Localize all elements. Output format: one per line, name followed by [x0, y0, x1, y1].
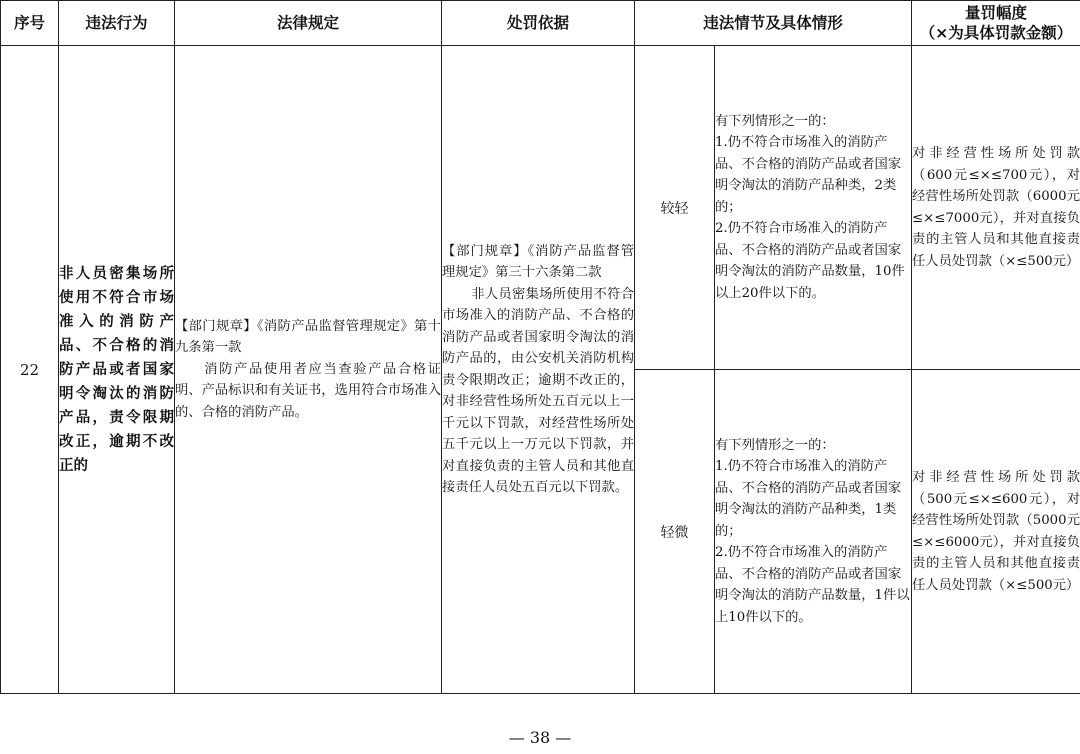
level-label-2: 轻微 — [635, 370, 715, 694]
header-act: 违法行为 — [59, 1, 175, 46]
amount-2: 对非经营性场所处罚款（500元≤×≤600元），对经营性场所处罚款（5000元≤×≤6000元），并对直接负责的主管人员和其他直接责任人员处罚款（×≤500元） — [912, 370, 1080, 694]
header-law: 法律规定 — [175, 1, 442, 46]
law-title: 【部门规章】《消防产品监督管理规定》第十九条第一款 — [175, 318, 441, 356]
basis-body: 非人员密集场所使用不符合市场准入的消防产品、不合格的消防产品或者国家明令淘汰的消防产品的，由公安机关消防机构责令限期改正；逾期不改正的，对非经营性场所处五百元以上一千元以下罚款，对经营性场所处五千元以上一万元以下罚款，并对直接负责的主管人员和其他直接责任人员处五百元以下罚款。 — [442, 286, 634, 495]
header-row — [1, 1, 1080, 46]
header-basis: 处罚依据 — [442, 1, 635, 46]
circumstance-1-text: 有下列情形之一的： 1.仍不符合市场准入的消防产品、不合格的消防产品或者国家明令淘汰的消防产品种类，2类的； 2.仍不符合市场准入的消防产品、不合格的消防产品或者国家明令淘汰的消防产品数量，10件以上20件以下的。 — [715, 113, 905, 301]
header-amount — [912, 1, 1080, 46]
row-law — [175, 46, 442, 694]
header-amount-title: 量罚幅度 — [965, 4, 1028, 22]
header-circumstance: 违法情节及具体情形 — [635, 1, 912, 46]
page-number: — 38 — — [508, 728, 572, 747]
level-label-1: 较轻 — [635, 46, 715, 370]
header-seq: 序号 — [1, 1, 59, 46]
circumstance-1 — [715, 46, 912, 370]
basis-title: 【部门规章】《消防产品监督管理规定》第三十六条第二款 — [442, 243, 634, 280]
circumstance-2 — [715, 370, 912, 694]
circumstance-2-text: 有下列情形之一的： 1.仍不符合市场准入的消防产品、不合格的消防产品或者国家明令淘汰的消防产品种类，1类的； 2.仍不符合市场准入的消防产品、不合格的消防产品或者国家明令淘汰的消防产品数量，1件以上10件以下的。 — [715, 437, 910, 625]
header-amount-note: （×为具体罚款金额） — [919, 24, 1073, 42]
row-act: 非人员密集场所使用不符合市场准入的消防产品、不合格的消防产品或者国家明令淘汰的消防产品，责令限期改正，逾期不改正的 — [59, 46, 175, 694]
table-row — [1, 46, 1080, 370]
row-basis — [442, 46, 635, 694]
amount-1: 对非经营性场所处罚款（600元≤×≤700元），对经营性场所处罚款（6000元≤×≤7000元），并对直接负责的主管人员和其他直接责任人员处罚款（×≤500元） — [912, 46, 1080, 370]
law-body: 消防产品使用者应当查验产品合格证明、产品标识和有关证书，选用符合市场准入的、合格的消防产品。 — [175, 361, 441, 420]
row-seq: 22 — [1, 46, 59, 694]
